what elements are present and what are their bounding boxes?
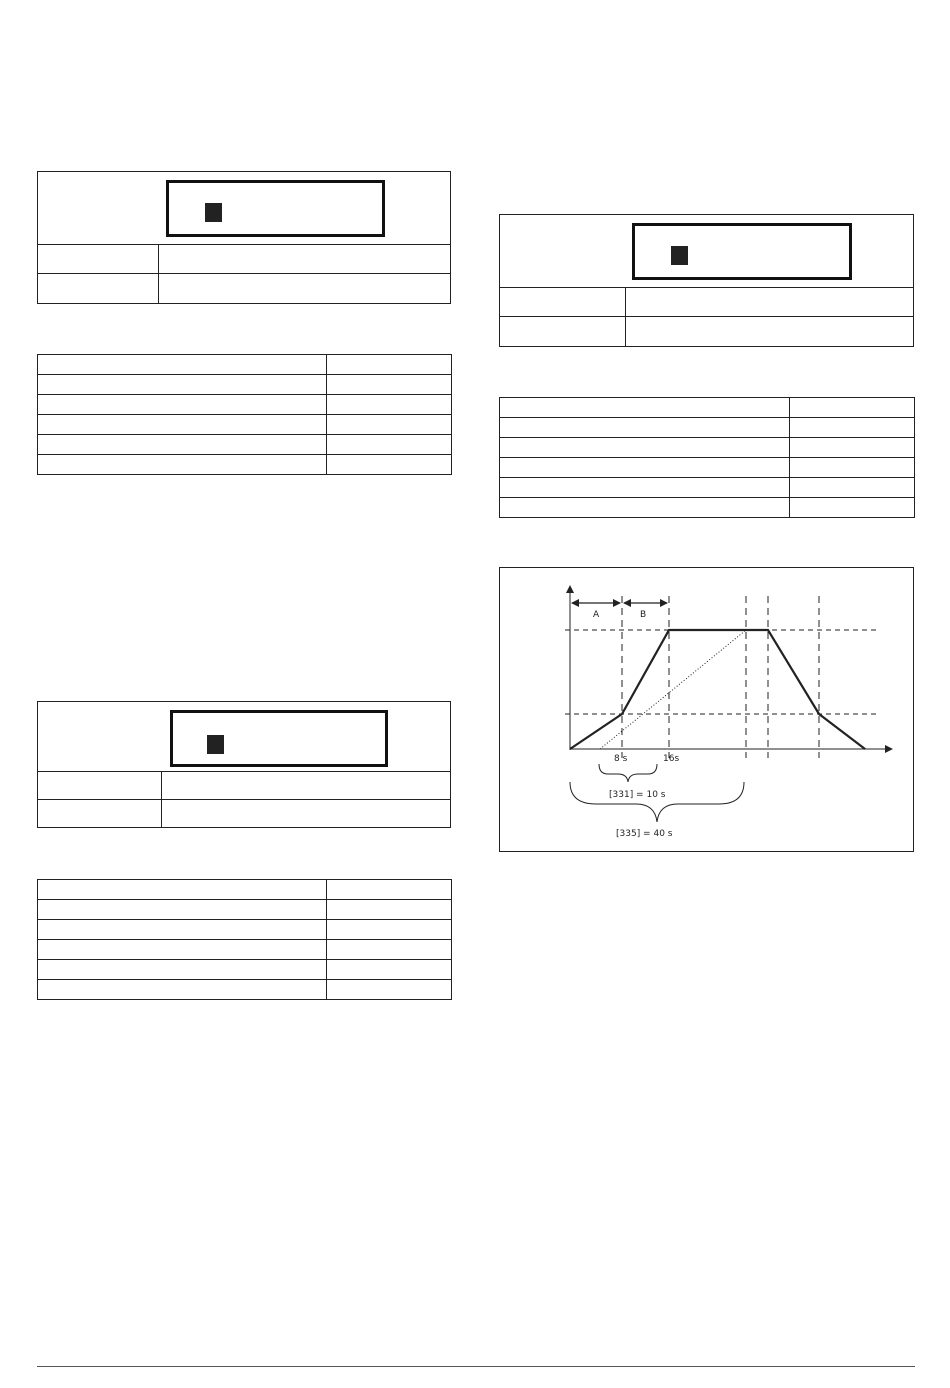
footer-rule — [37, 1366, 915, 1367]
table-row — [38, 355, 452, 375]
info-key-cell — [38, 244, 159, 273]
speed-profile-line — [570, 630, 865, 749]
tick-label-8s: 8 s — [614, 754, 628, 764]
parameter-box-2 — [37, 701, 451, 828]
table-row — [500, 498, 915, 518]
brace-335-label: [335] = 40 s — [616, 829, 673, 839]
cursor-block-icon — [671, 246, 688, 265]
table-row — [38, 920, 452, 940]
table-row — [38, 375, 452, 395]
tick-label-16s: 16s — [663, 754, 680, 764]
info-row-default — [38, 244, 450, 274]
parameter-box-1 — [37, 171, 451, 304]
ramp-figure — [499, 567, 914, 852]
info-row-default — [38, 771, 450, 800]
table-row — [38, 940, 452, 960]
cursor-block-icon — [207, 735, 224, 754]
table-row — [500, 418, 915, 438]
info-row-selection — [38, 274, 450, 304]
table-row — [38, 880, 452, 900]
table-row — [38, 415, 452, 435]
display-area — [500, 215, 913, 288]
brace-331 — [599, 764, 657, 782]
info-row-selection — [500, 317, 913, 347]
table-row — [500, 478, 915, 498]
lcd-display — [632, 223, 852, 280]
info-key-cell — [38, 800, 162, 828]
parameter-box-3 — [499, 214, 914, 347]
info-key-cell — [500, 317, 626, 347]
info-key-cell — [38, 274, 159, 304]
interval-b-label: B — [640, 610, 647, 620]
table-row — [38, 980, 452, 1000]
lcd-display — [170, 710, 388, 767]
display-area — [38, 702, 450, 772]
lcd-display — [166, 180, 385, 237]
display-area — [38, 172, 450, 245]
info-row-default — [500, 287, 913, 317]
table-row — [500, 398, 915, 418]
table-row — [38, 435, 452, 455]
brace-335 — [570, 782, 744, 822]
cursor-block-icon — [205, 203, 222, 222]
info-key-cell — [500, 287, 626, 316]
info-row-selection — [38, 800, 450, 828]
table-row — [38, 900, 452, 920]
selection-table-1 — [37, 354, 452, 475]
table-row — [38, 395, 452, 415]
ramp-diagram — [500, 568, 913, 851]
selection-table-2 — [37, 879, 452, 1000]
table-row — [38, 960, 452, 980]
interval-a-label: A — [593, 610, 600, 620]
table-row — [500, 438, 915, 458]
info-key-cell — [38, 771, 162, 799]
table-row — [500, 458, 915, 478]
selection-table-3 — [499, 397, 915, 518]
brace-331-label: [331] = 10 s — [609, 790, 666, 800]
table-row — [38, 455, 452, 475]
